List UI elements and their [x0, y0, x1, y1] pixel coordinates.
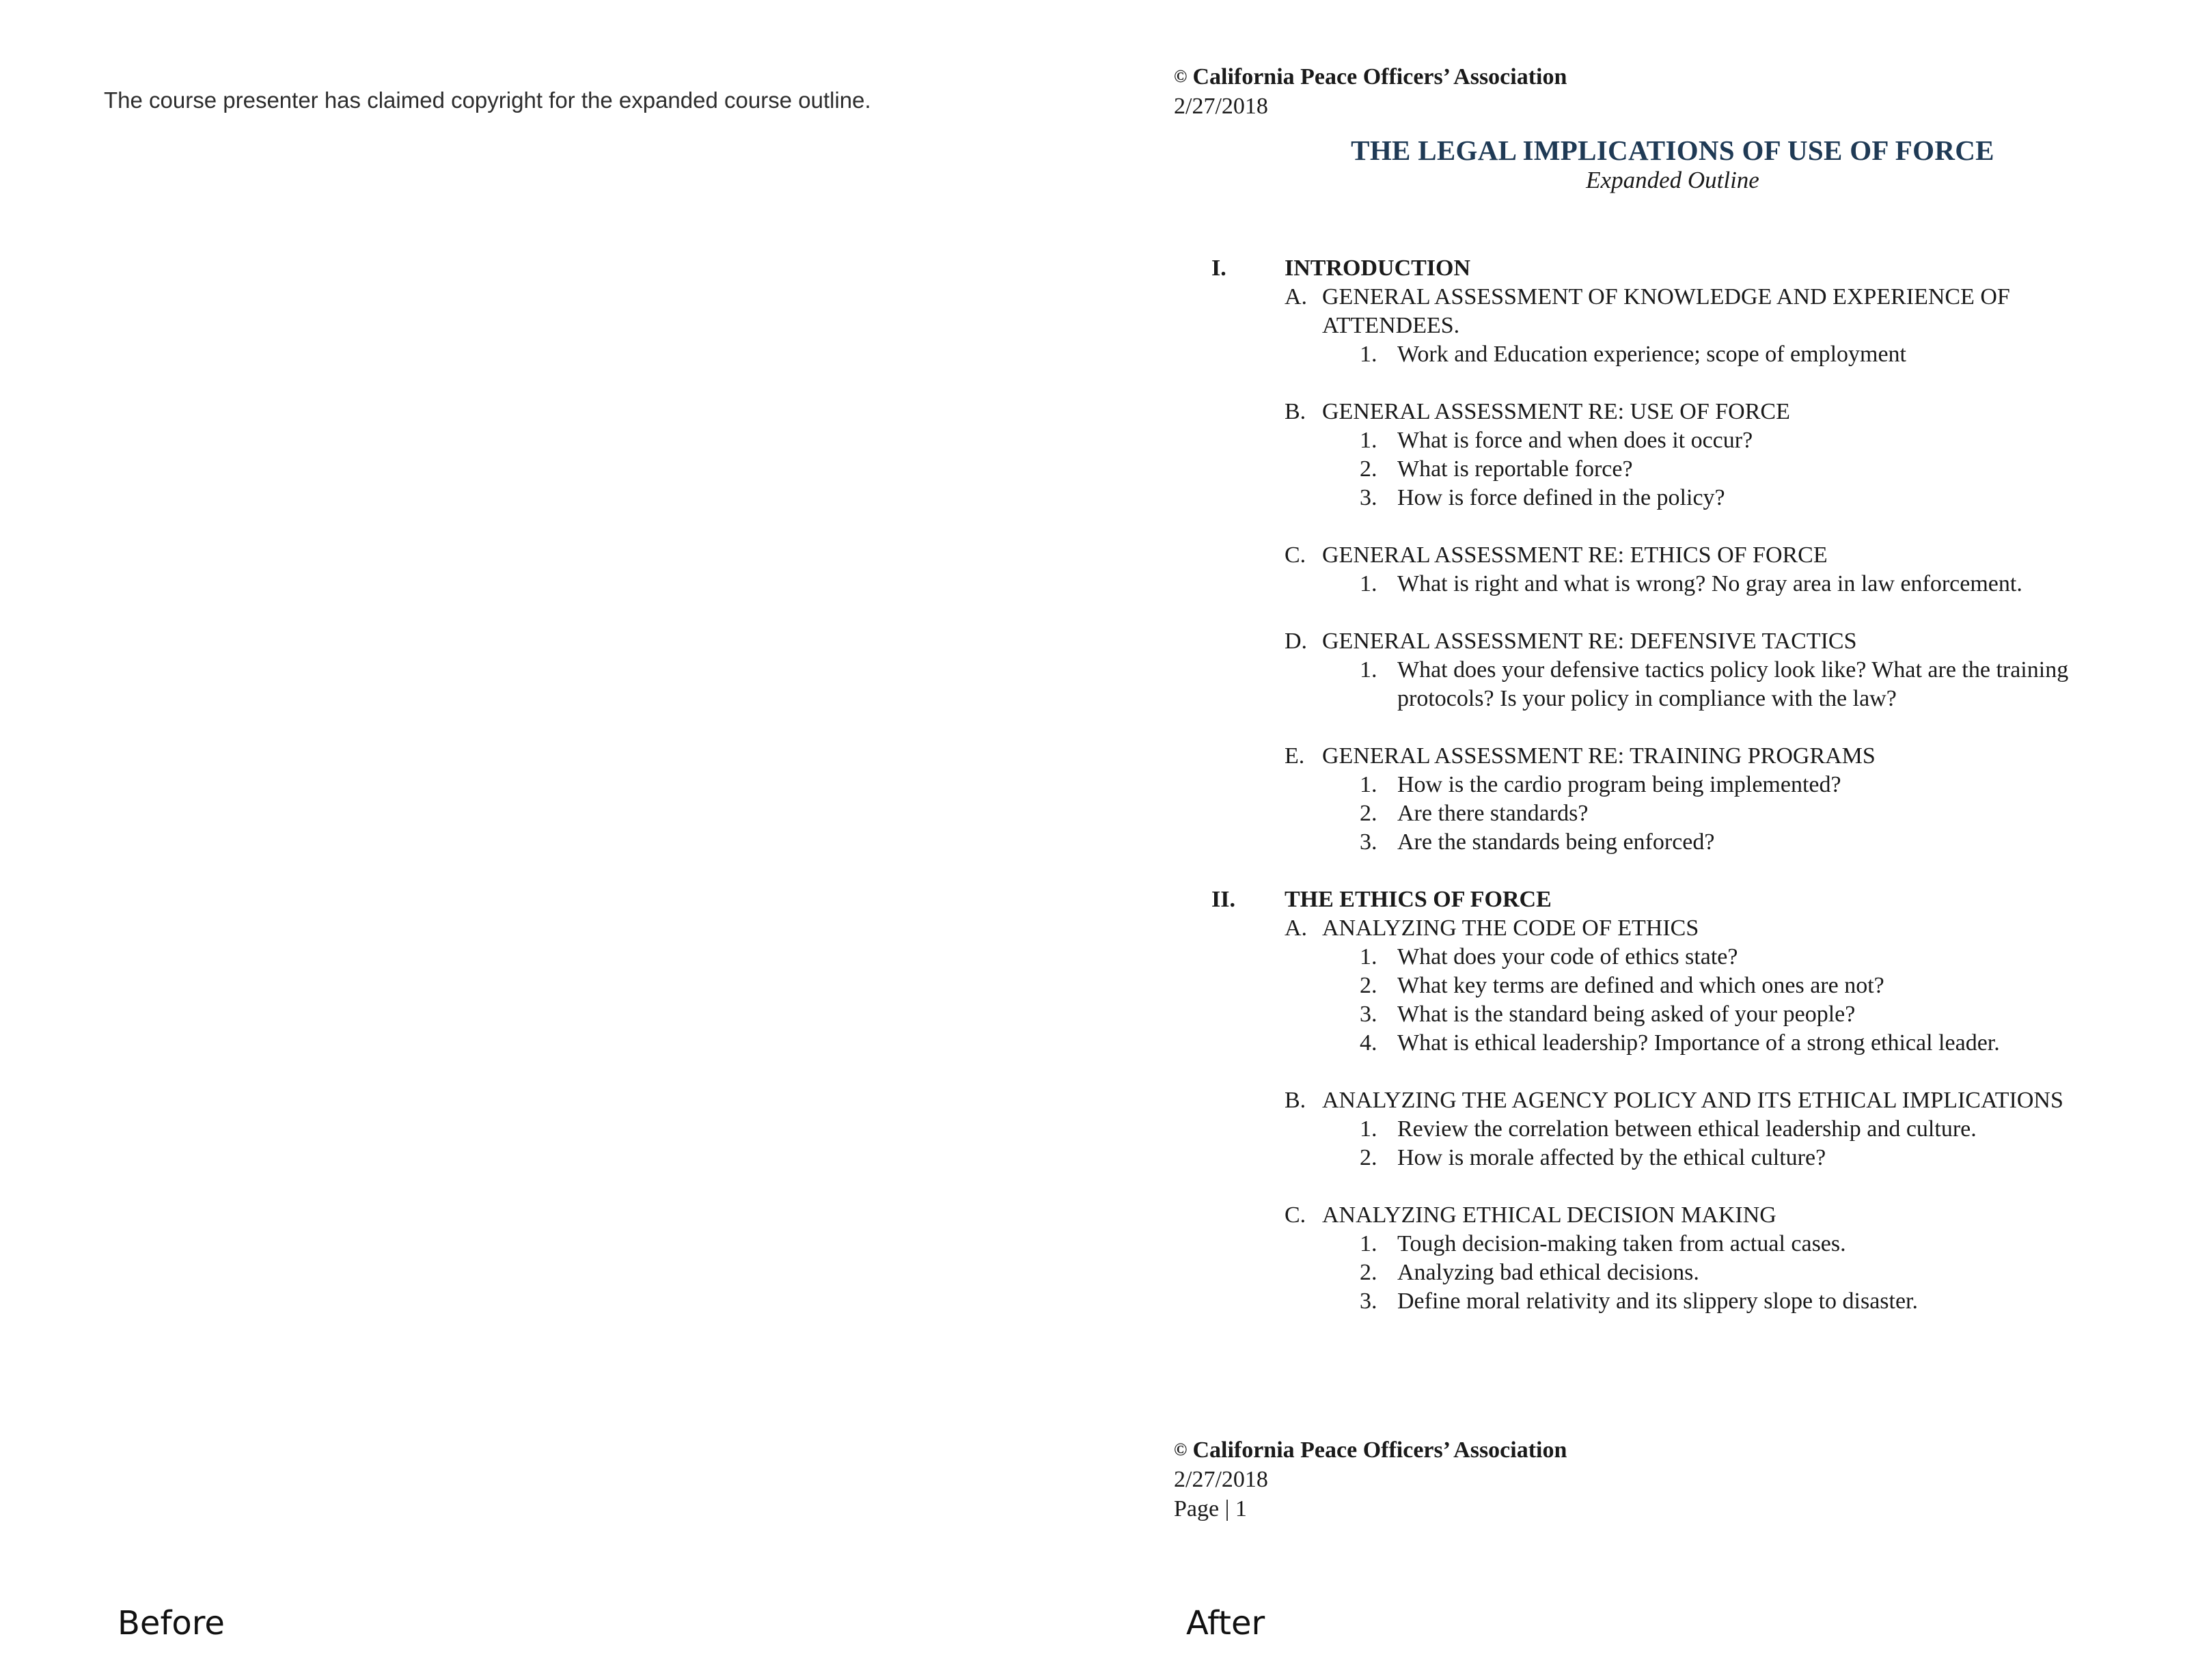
subsection-heading: [1285, 398, 2141, 426]
item-number: 1.: [1360, 1116, 1377, 1142]
item-number: 1.: [1360, 428, 1377, 453]
item-text: What is reportable force?: [1397, 456, 1633, 482]
item-number: 2.: [1360, 1145, 1377, 1170]
subsection-heading: [1285, 627, 2141, 656]
outline-item: [1360, 972, 2141, 1000]
item-text: What does your code of ethics state?: [1397, 944, 1738, 969]
footer-date: 2/27/2018: [1174, 1467, 1268, 1492]
document-title: THE LEGAL IMPLICATIONS OF USE OF FORCE: [1351, 135, 1994, 166]
outline-subsection: [1285, 742, 2141, 857]
item-number: 2.: [1360, 1260, 1377, 1285]
item-number: 1.: [1360, 657, 1377, 683]
item-text: Define moral relativity and its slippery slope to disaster.: [1397, 1289, 1918, 1314]
document-subtitle: Expanded Outline: [1586, 167, 1759, 193]
outline-item: [1360, 455, 2141, 484]
subsection-letter: B.: [1285, 1088, 1306, 1113]
section-heading: [1211, 254, 2141, 283]
item-text: What does your defensive tactics policy look like? What are the training protocols? Is your policy in compliance with the law?: [1397, 657, 2069, 711]
item-number: 1.: [1360, 571, 1377, 596]
item-number: 3.: [1360, 1289, 1377, 1314]
item-text: What is ethical leadership? Importance of a strong ethical leader.: [1397, 1030, 2000, 1056]
section-title: THE ETHICS OF FORCE: [1285, 887, 1552, 912]
subsection-title: ANALYZING ETHICAL DECISION MAKING: [1322, 1202, 1776, 1228]
outline-item: [1360, 484, 2141, 512]
subsection-title: GENERAL ASSESSMENT RE: USE OF FORCE: [1322, 399, 1790, 424]
item-number: 1.: [1360, 1231, 1377, 1256]
subsection-letter: A.: [1285, 284, 1308, 309]
item-text: How is morale affected by the ethical culture?: [1397, 1145, 1826, 1170]
course-outline: [1211, 254, 2141, 1345]
subsection-letter: E.: [1285, 743, 1305, 769]
before-caption: Before: [118, 1604, 225, 1642]
item-number: 3.: [1360, 1002, 1377, 1027]
document-footer: [1174, 1435, 1567, 1524]
subsection-letter: A.: [1285, 915, 1308, 941]
subsection-letter: D.: [1285, 629, 1308, 654]
item-number: 3.: [1360, 485, 1377, 510]
item-number: 2.: [1360, 456, 1377, 482]
outline-item: [1360, 570, 2141, 598]
subsection-title: GENERAL ASSESSMENT RE: ETHICS OF FORCE: [1322, 542, 1828, 568]
subsection-letter: C.: [1285, 542, 1306, 568]
subsection-title: ANALYZING THE CODE OF ETHICS: [1322, 915, 1699, 941]
subsection-title: ANALYZING THE AGENCY POLICY AND ITS ETHICAL IMPLICATIONS: [1322, 1088, 2063, 1113]
copyright-symbol: ©: [1174, 66, 1188, 86]
outline-subsection: [1285, 541, 2141, 598]
document-header: [1174, 61, 2171, 121]
item-text: What is the standard being asked of your people?: [1397, 1002, 1856, 1027]
item-text: Analyzing bad ethical decisions.: [1397, 1260, 1699, 1285]
document-page: [1174, 61, 2171, 1314]
outline-item: [1360, 426, 2141, 455]
outline-item: [1360, 656, 2141, 713]
outline-item: [1360, 799, 2141, 828]
outline-section: [1211, 885, 2141, 1316]
outline-subsection: [1285, 627, 2141, 713]
outline-subsection: [1285, 398, 2141, 512]
after-caption: After: [1186, 1604, 1265, 1642]
after-panel: [1155, 0, 2196, 1680]
subsection-heading: [1285, 541, 2141, 570]
item-text: What is force and when does it occur?: [1397, 428, 1753, 453]
outline-item: [1360, 828, 2141, 857]
outline-item: [1360, 1287, 2141, 1316]
header-organization: California Peace Officers’ Association: [1192, 64, 1567, 89]
outline-section: [1211, 254, 2141, 857]
outline-subsection: [1285, 283, 2141, 369]
subsection-heading: [1285, 283, 2141, 340]
item-number: 1.: [1360, 772, 1377, 797]
item-text: What key terms are defined and which ones are not?: [1397, 973, 1884, 998]
copyright-symbol: ©: [1174, 1440, 1188, 1459]
outline-item: [1360, 1115, 2141, 1144]
section-number: I.: [1211, 256, 1226, 281]
subsection-heading: [1285, 1086, 2141, 1115]
outline-item: [1360, 340, 2141, 369]
subsection-title: GENERAL ASSESSMENT OF KNOWLEDGE AND EXPERIENCE OF ATTENDEES.: [1322, 284, 2010, 338]
page-number: Page | 1: [1174, 1496, 1247, 1521]
subsection-letter: B.: [1285, 399, 1306, 424]
item-number: 1.: [1360, 342, 1377, 367]
item-text: What is right and what is wrong? No gray area in law enforcement.: [1397, 571, 2022, 596]
subsection-heading: [1285, 742, 2141, 771]
header-copyright: [1174, 61, 2171, 92]
footer-copyright: [1174, 1435, 1567, 1465]
item-text: Review the correlation between ethical leadership and culture.: [1397, 1116, 1977, 1142]
header-date: 2/27/2018: [1174, 94, 1268, 119]
outline-item: [1360, 1258, 2141, 1287]
outline-subsection: [1285, 1086, 2141, 1172]
section-title: INTRODUCTION: [1285, 256, 1471, 281]
item-number: 2.: [1360, 973, 1377, 998]
outline-subsection: [1285, 914, 2141, 1058]
subsection-heading: [1285, 914, 2141, 943]
outline-item: [1360, 943, 2141, 972]
section-number: II.: [1211, 887, 1235, 912]
copyright-notice: The course presenter has claimed copyright for the expanded course outline.: [104, 87, 871, 113]
item-number: 2.: [1360, 801, 1377, 826]
item-text: Tough decision-making taken from actual cases.: [1397, 1231, 1846, 1256]
section-heading: [1211, 885, 2141, 914]
outline-subsection: [1285, 1201, 2141, 1316]
subsection-title: GENERAL ASSESSMENT RE: DEFENSIVE TACTICS: [1322, 629, 1857, 654]
item-number: 4.: [1360, 1030, 1377, 1056]
outline-item: [1360, 1000, 2141, 1029]
footer-organization: California Peace Officers’ Association: [1192, 1437, 1567, 1463]
subsection-letter: C.: [1285, 1202, 1306, 1228]
subsection-heading: [1285, 1201, 2141, 1230]
outline-item: [1360, 1029, 2141, 1058]
outline-item: [1360, 1144, 2141, 1172]
item-number: 1.: [1360, 944, 1377, 969]
item-text: Are the standards being enforced?: [1397, 829, 1715, 855]
outline-item: [1360, 771, 2141, 799]
item-text: Work and Education experience; scope of employment: [1397, 342, 1906, 367]
item-text: How is force defined in the policy?: [1397, 485, 1725, 510]
item-text: How is the cardio program being implemented?: [1397, 772, 1841, 797]
item-number: 3.: [1360, 829, 1377, 855]
item-text: Are there standards?: [1397, 801, 1589, 826]
outline-item: [1360, 1230, 2141, 1258]
subsection-title: GENERAL ASSESSMENT RE: TRAINING PROGRAMS: [1322, 743, 1876, 769]
